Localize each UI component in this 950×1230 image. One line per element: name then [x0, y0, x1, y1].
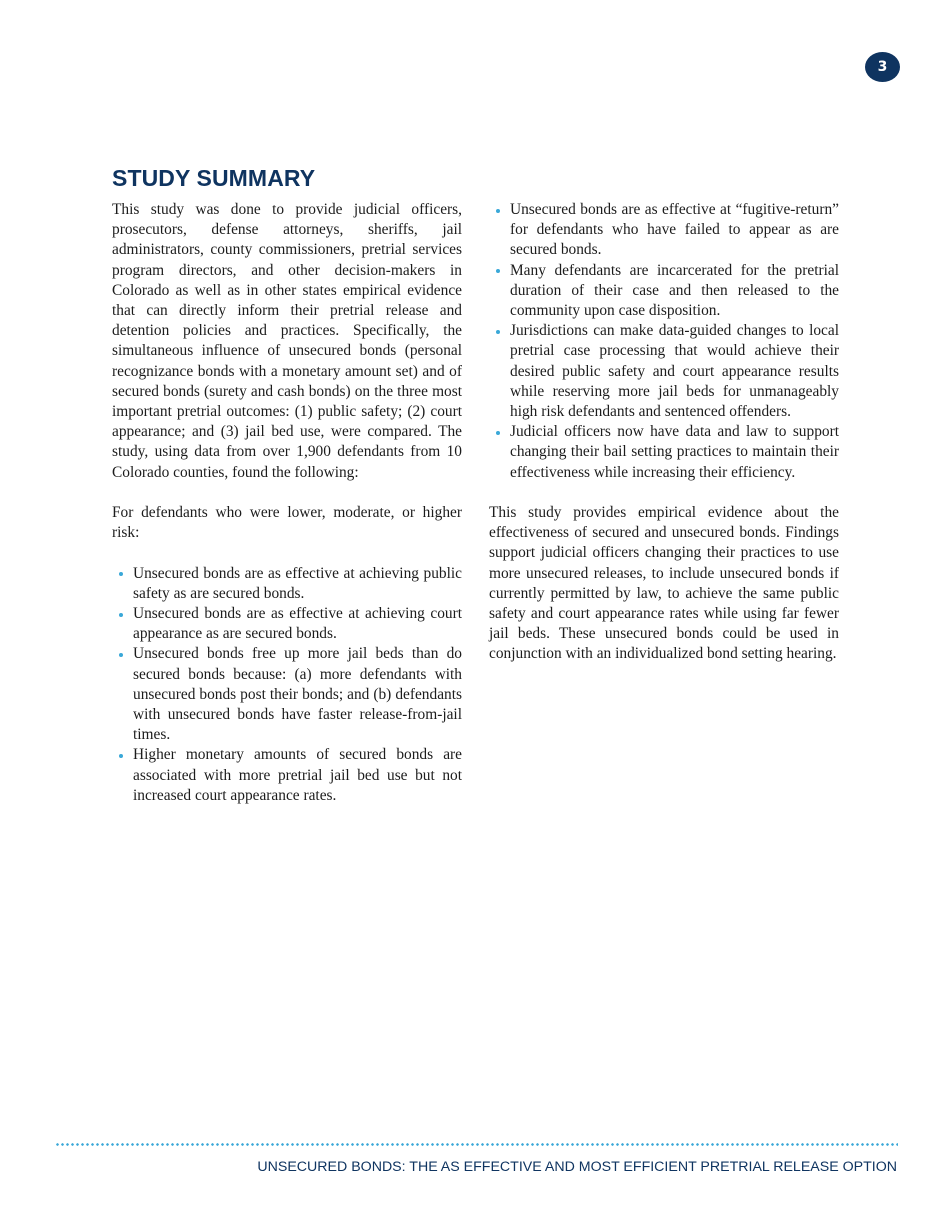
conclusion-paragraph: This study provides empirical evidence about the effectiveness of secured and unsecured bonds. Findings support judicial officers changing their practices to use more unsecured releases, to include unsecured bonds if currently permitted by law, to achieve the same public safety and court appearance rates while using far fewer jail beds. These unsecured bonds could be used in conjunction with an individualized bond setting hearing.: [489, 504, 839, 663]
list-item: Jurisdictions can make data-guided changes to local pretrial case processing that would achieve their desired public safety and court appearance results while reserving more jail beds for unmanageably high risk defendants and sentenced offenders.: [489, 321, 839, 422]
footer-running-title: UNSECURED BONDS: THE AS EFFECTIVE AND MOST EFFICIENT PRETRIAL RELEASE OPTION: [257, 1159, 897, 1175]
risk-lead-in: For defendants who were lower, moderate, or higher risk:: [112, 504, 462, 542]
right-column: [489, 200, 839, 665]
list-item: Unsecured bonds free up more jail beds than do secured bonds because: (a) more defendants with unsecured bonds post their bonds; and (b) defendants with unsecured bonds have faster release-from-jail times.: [112, 644, 462, 745]
left-column: [112, 200, 462, 826]
findings-list-continued: [489, 200, 839, 483]
page-number-badge: [865, 52, 900, 82]
list-item: Many defendants are incarcerated for the pretrial duration of their case and then released to the community upon case disposition.: [489, 261, 839, 322]
page-number: 3: [877, 59, 888, 75]
section-heading: STUDY SUMMARY: [112, 165, 316, 191]
footer-dotted-divider: [55, 1143, 898, 1146]
list-item: Unsecured bonds are as effective at achieving court appearance as are secured bonds.: [112, 604, 462, 644]
findings-list: [112, 564, 462, 806]
list-item: Unsecured bonds are as effective at “fugitive-return” for defendants who have failed to appear as are secured bonds.: [489, 200, 839, 261]
list-item: Unsecured bonds are as effective at achieving public safety as are secured bonds.: [112, 564, 462, 604]
list-item: Judicial officers now have data and law to support changing their bail setting practices to maintain their effectiveness while increasing their efficiency.: [489, 422, 839, 483]
list-item: Higher monetary amounts of secured bonds are associated with more pretrial jail bed use but not increased court appearance rates.: [112, 745, 462, 806]
intro-paragraph: This study was done to provide judicial officers, prosecutors, defense attorneys, sheriffs, jail administrators, county commissioners, pretrial services program directors, and other decision-makers in Colorado as well as in other states empirical evidence that can directly inform their pretrial release and detention policies and practices. Specifically, the simultaneous influence of unsecured bonds (personal recognizance bonds with a monetary amount set) and of secured bonds (surety and cash bonds) on the three most important pretrial outcomes: (1) public safety; (2) court appearance; and (3) jail bed use, were compared. The study, using data from over 1,900 defendants from 10 Colorado counties, found the following:: [112, 201, 462, 481]
